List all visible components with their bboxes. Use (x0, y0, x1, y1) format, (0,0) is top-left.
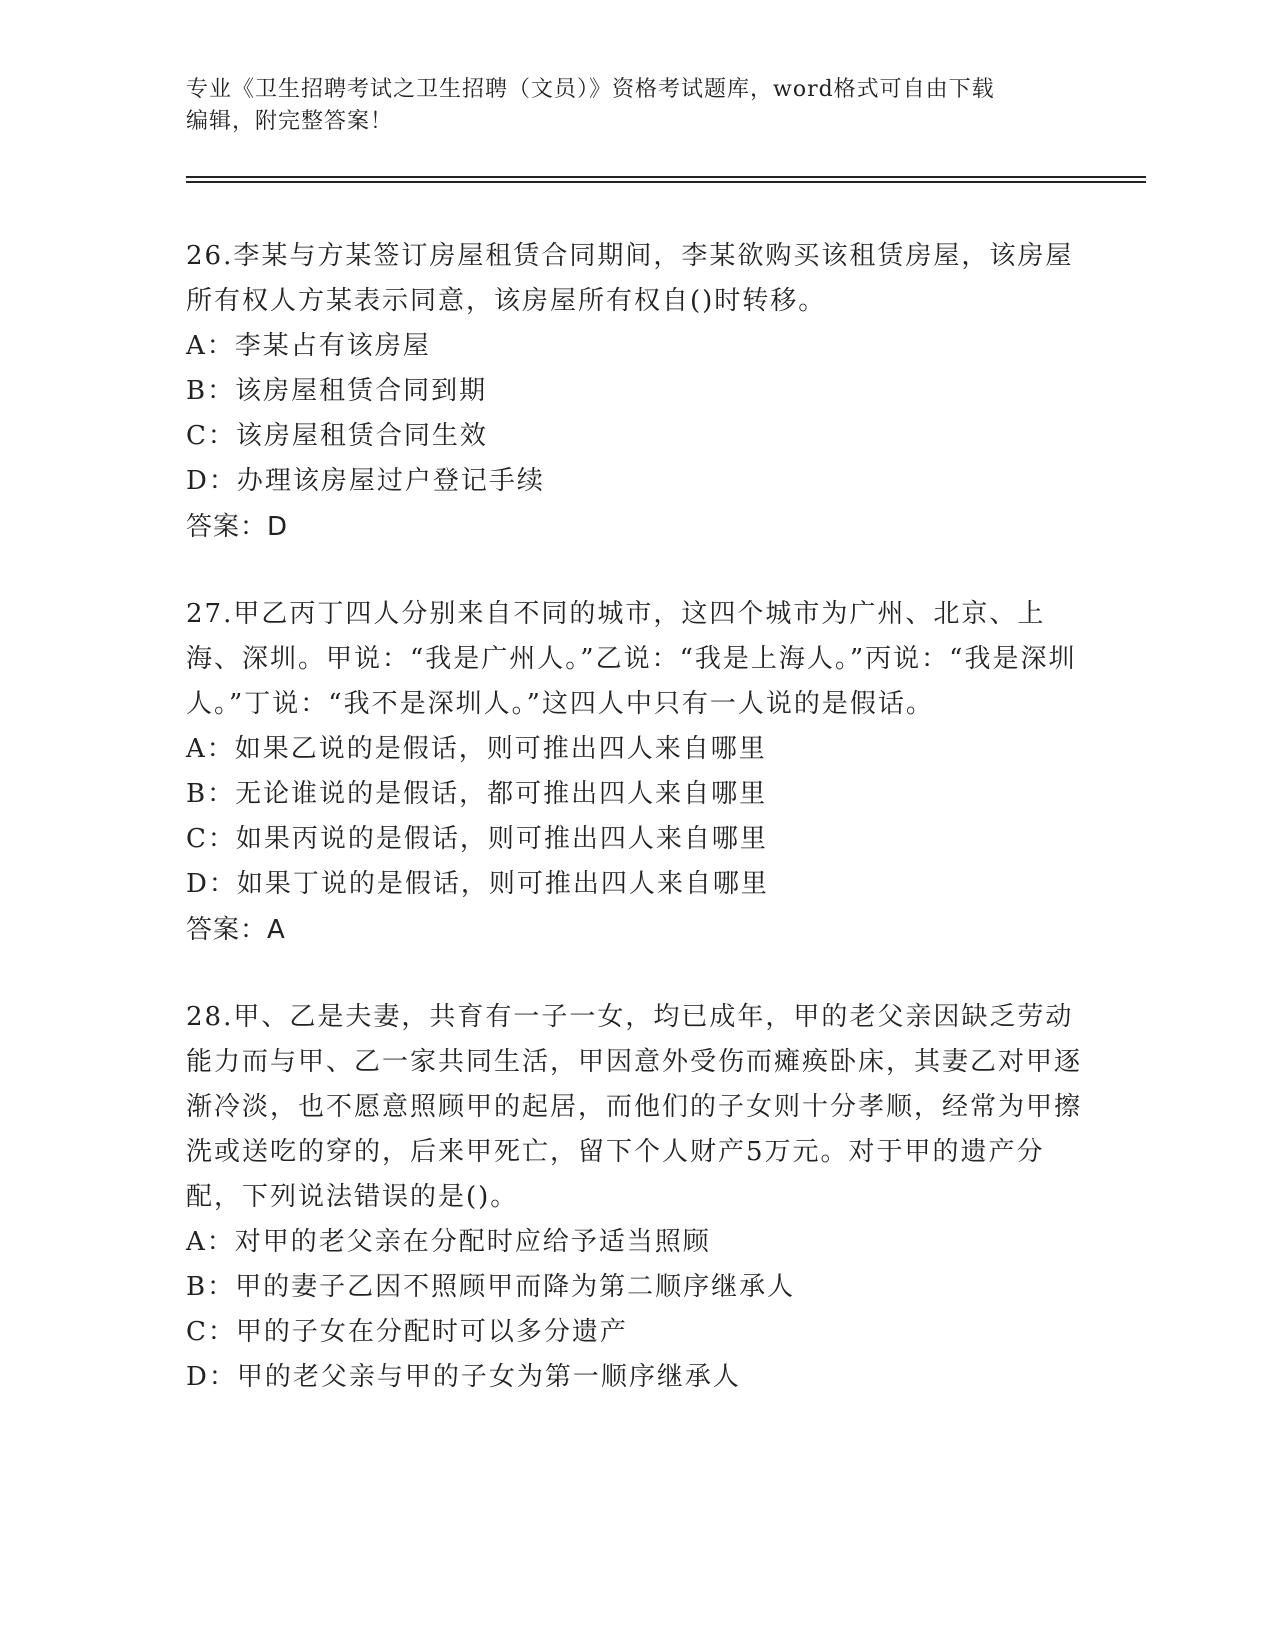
answer-text: 答案：A (186, 915, 286, 945)
question-28 (186, 995, 1086, 1400)
option-b: B：无论谁说的是假话，都可推出四人来自哪里 (186, 779, 768, 809)
option-a: A：李某占有该房屋 (186, 331, 431, 361)
question-26 (186, 234, 1086, 550)
option-a: A：如果乙说的是假话，则可推出四人来自哪里 (186, 734, 767, 764)
option-d: D：如果丁说的是假话，则可推出四人来自哪里 (186, 869, 769, 899)
question-list (186, 234, 1086, 1442)
option-d: D：甲的老父亲与甲的子女为第一顺序继承人 (186, 1362, 741, 1392)
header-divider-bottom (186, 181, 1146, 183)
question-27 (186, 592, 1086, 953)
option-d: D：办理该房屋过户登记手续 (186, 466, 545, 496)
option-c: C：如果丙说的是假话，则可推出四人来自哪里 (186, 824, 768, 854)
option-c: C：该房屋租赁合同生效 (186, 421, 488, 451)
option-b: B：甲的妻子乙因不照顾甲而降为第二顺序继承人 (186, 1272, 796, 1302)
document-header (186, 74, 1086, 138)
header-line-1: 专业《卫生招聘考试之卫生招聘（文员）》资格考试题库，word格式可自由下载 (186, 77, 995, 102)
header-divider-top (186, 176, 1146, 178)
answer-text: 答案：D (186, 512, 289, 542)
question-stem: 28.甲、乙是夫妻，共育有一子一女，均已成年，甲的老父亲因缺乏劳动能力而与甲、乙一家共同生活，甲因意外受伤而瘫痪卧床，其妻乙对甲逐渐冷淡，也不愿意照顾甲的起居，而他们的子女则十分孝顺，经常为甲擦洗或送吃的穿的，后来甲死亡，留下个人财产5万元。对于甲的遗产分配，下列说法错误的是()。 (186, 1002, 1083, 1212)
header-line-2: 编辑，附完整答案！ (186, 109, 394, 134)
question-stem: 26.李某与方某签订房屋租赁合同期间，李某欲购买该租赁房屋，该房屋所有权人方某表示同意，该房屋所有权自()时转移。 (186, 241, 1074, 316)
option-c: C：甲的子女在分配时可以多分遗产 (186, 1317, 628, 1347)
option-b: B：该房屋租赁合同到期 (186, 376, 488, 406)
question-stem: 27.甲乙丙丁四人分别来自不同的城市，这四个城市为广州、北京、上海、深圳。甲说：“我是广州人。”乙说：“我是上海人。”丙说：“我是深圳人。”丁说：“我不是深圳人。”这四人中只有一人说的是假话。 (186, 599, 1077, 719)
option-a: A：对甲的老父亲在分配时应给予适当照顾 (186, 1227, 711, 1257)
